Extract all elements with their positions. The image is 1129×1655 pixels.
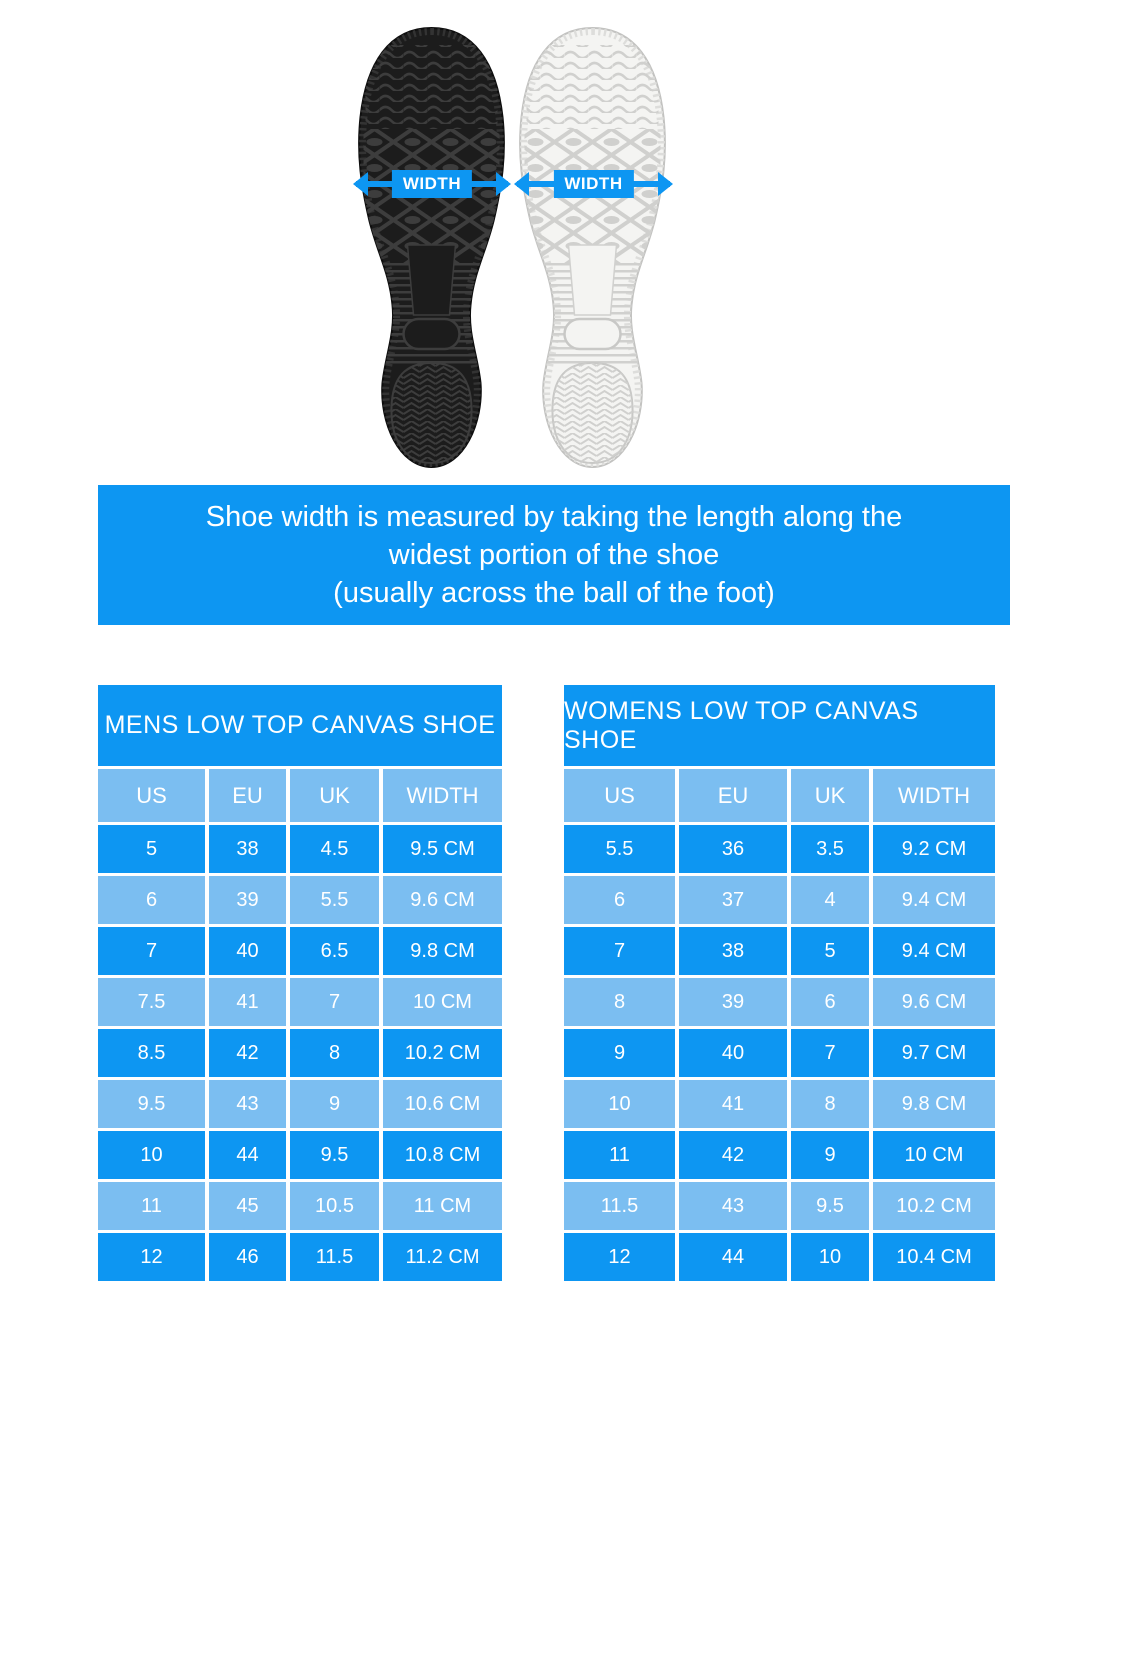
- measurement-explanation-banner: [98, 485, 1010, 625]
- arrow-right-icon: [658, 172, 673, 196]
- table-cell: 7: [98, 927, 205, 975]
- table-row: [564, 825, 995, 873]
- table-cell: 10: [564, 1080, 675, 1128]
- column-header-eu: EU: [209, 769, 286, 822]
- table-cell: 5: [98, 825, 205, 873]
- table-cell: 4.5: [290, 825, 379, 873]
- table-cell: 6: [564, 876, 675, 924]
- table-cell: 6: [98, 876, 205, 924]
- table-cell: 40: [209, 927, 286, 975]
- banner-line-3: (usually across the ball of the foot): [333, 577, 775, 609]
- table-cell: 10.4 CM: [873, 1233, 995, 1281]
- table-row: [564, 1029, 995, 1077]
- width-label: WIDTH: [553, 170, 633, 198]
- table-cell: 42: [679, 1131, 787, 1179]
- table-cell: 8: [564, 978, 675, 1026]
- mens-size-table: [98, 685, 502, 1281]
- table-cell: 39: [209, 876, 286, 924]
- table-cell: 12: [564, 1233, 675, 1281]
- table-cell: 11.5: [564, 1182, 675, 1230]
- table-cell: 11.2 CM: [383, 1233, 502, 1281]
- table-cell: 11: [564, 1131, 675, 1179]
- width-measure-arrow-black-sole: [353, 170, 511, 198]
- table-cell: 39: [679, 978, 787, 1026]
- mens-table-header: [98, 769, 502, 822]
- table-cell: 8: [290, 1029, 379, 1077]
- table-row: [564, 978, 995, 1026]
- table-cell: 9.6 CM: [873, 978, 995, 1026]
- table-row: [98, 825, 502, 873]
- column-header-width: WIDTH: [383, 769, 502, 822]
- mens-table-body: [98, 825, 502, 1281]
- table-row: [98, 1182, 502, 1230]
- column-header-uk: UK: [290, 769, 379, 822]
- table-row: [98, 927, 502, 975]
- column-header-us: US: [98, 769, 205, 822]
- table-row: [98, 1029, 502, 1077]
- table-cell: 11 CM: [383, 1182, 502, 1230]
- table-cell: 5: [791, 927, 869, 975]
- table-cell: 9.4 CM: [873, 927, 995, 975]
- table-cell: 5.5: [564, 825, 675, 873]
- womens-size-table: [564, 685, 995, 1281]
- white-shoe-sole: [516, 25, 669, 470]
- table-cell: 6.5: [290, 927, 379, 975]
- banner-line-2: widest portion of the shoe: [388, 539, 720, 571]
- table-cell: 8: [791, 1080, 869, 1128]
- table-row: [98, 1233, 502, 1281]
- table-cell: 9: [290, 1080, 379, 1128]
- shoe-soles-illustration: [355, 25, 671, 470]
- table-cell: 10 CM: [383, 978, 502, 1026]
- table-cell: 9.5 CM: [383, 825, 502, 873]
- table-row: [564, 1131, 995, 1179]
- table-cell: 10.2 CM: [873, 1182, 995, 1230]
- table-cell: 42: [209, 1029, 286, 1077]
- table-row: [98, 1080, 502, 1128]
- womens-table-title: WOMENS LOW TOP CANVAS SHOE: [564, 685, 995, 766]
- table-cell: 10: [98, 1131, 205, 1179]
- table-cell: 41: [209, 978, 286, 1026]
- table-cell: 10.5: [290, 1182, 379, 1230]
- table-row: [98, 876, 502, 924]
- table-cell: 44: [209, 1131, 286, 1179]
- table-cell: 9.5: [791, 1182, 869, 1230]
- table-cell: 36: [679, 825, 787, 873]
- table-cell: 4: [791, 876, 869, 924]
- womens-table-header: [564, 769, 995, 822]
- table-cell: 43: [209, 1080, 286, 1128]
- table-cell: 43: [679, 1182, 787, 1230]
- table-cell: 9.8 CM: [873, 1080, 995, 1128]
- column-header-uk: UK: [791, 769, 869, 822]
- table-cell: 10.6 CM: [383, 1080, 502, 1128]
- table-cell: 7: [564, 927, 675, 975]
- width-label: WIDTH: [392, 170, 472, 198]
- table-cell: 46: [209, 1233, 286, 1281]
- table-cell: 41: [679, 1080, 787, 1128]
- mens-table-title: MENS LOW TOP CANVAS SHOE: [98, 685, 502, 766]
- table-cell: 11.5: [290, 1233, 379, 1281]
- table-cell: 44: [679, 1233, 787, 1281]
- table-cell: 7.5: [98, 978, 205, 1026]
- table-cell: 10 CM: [873, 1131, 995, 1179]
- table-row: [564, 927, 995, 975]
- table-cell: 9: [791, 1131, 869, 1179]
- table-cell: 38: [209, 825, 286, 873]
- womens-table-body: [564, 825, 995, 1281]
- table-cell: 10.2 CM: [383, 1029, 502, 1077]
- table-row: [564, 1080, 995, 1128]
- table-cell: 45: [209, 1182, 286, 1230]
- column-header-width: WIDTH: [873, 769, 995, 822]
- width-measure-arrow-white-sole: [514, 170, 673, 198]
- table-row: [564, 1182, 995, 1230]
- table-cell: 9.6 CM: [383, 876, 502, 924]
- table-cell: 9.7 CM: [873, 1029, 995, 1077]
- table-cell: 12: [98, 1233, 205, 1281]
- table-row: [98, 1131, 502, 1179]
- banner-line-1: Shoe width is measured by taking the length along the: [205, 501, 903, 533]
- table-cell: 10: [791, 1233, 869, 1281]
- table-row: [564, 1233, 995, 1281]
- table-cell: 38: [679, 927, 787, 975]
- black-shoe-sole: [355, 25, 508, 470]
- table-cell: 9.5: [98, 1080, 205, 1128]
- table-row: [564, 876, 995, 924]
- table-cell: 5.5: [290, 876, 379, 924]
- column-header-eu: EU: [679, 769, 787, 822]
- table-cell: 40: [679, 1029, 787, 1077]
- table-cell: 7: [791, 1029, 869, 1077]
- arrow-right-icon: [496, 172, 511, 196]
- table-cell: 37: [679, 876, 787, 924]
- table-cell: 9: [564, 1029, 675, 1077]
- table-cell: 9.2 CM: [873, 825, 995, 873]
- table-cell: 9.8 CM: [383, 927, 502, 975]
- table-cell: 7: [290, 978, 379, 1026]
- table-cell: 9.4 CM: [873, 876, 995, 924]
- table-cell: 8.5: [98, 1029, 205, 1077]
- table-cell: 11: [98, 1182, 205, 1230]
- table-cell: 9.5: [290, 1131, 379, 1179]
- table-cell: 3.5: [791, 825, 869, 873]
- table-cell: 10.8 CM: [383, 1131, 502, 1179]
- table-row: [98, 978, 502, 1026]
- column-header-us: US: [564, 769, 675, 822]
- table-cell: 6: [791, 978, 869, 1026]
